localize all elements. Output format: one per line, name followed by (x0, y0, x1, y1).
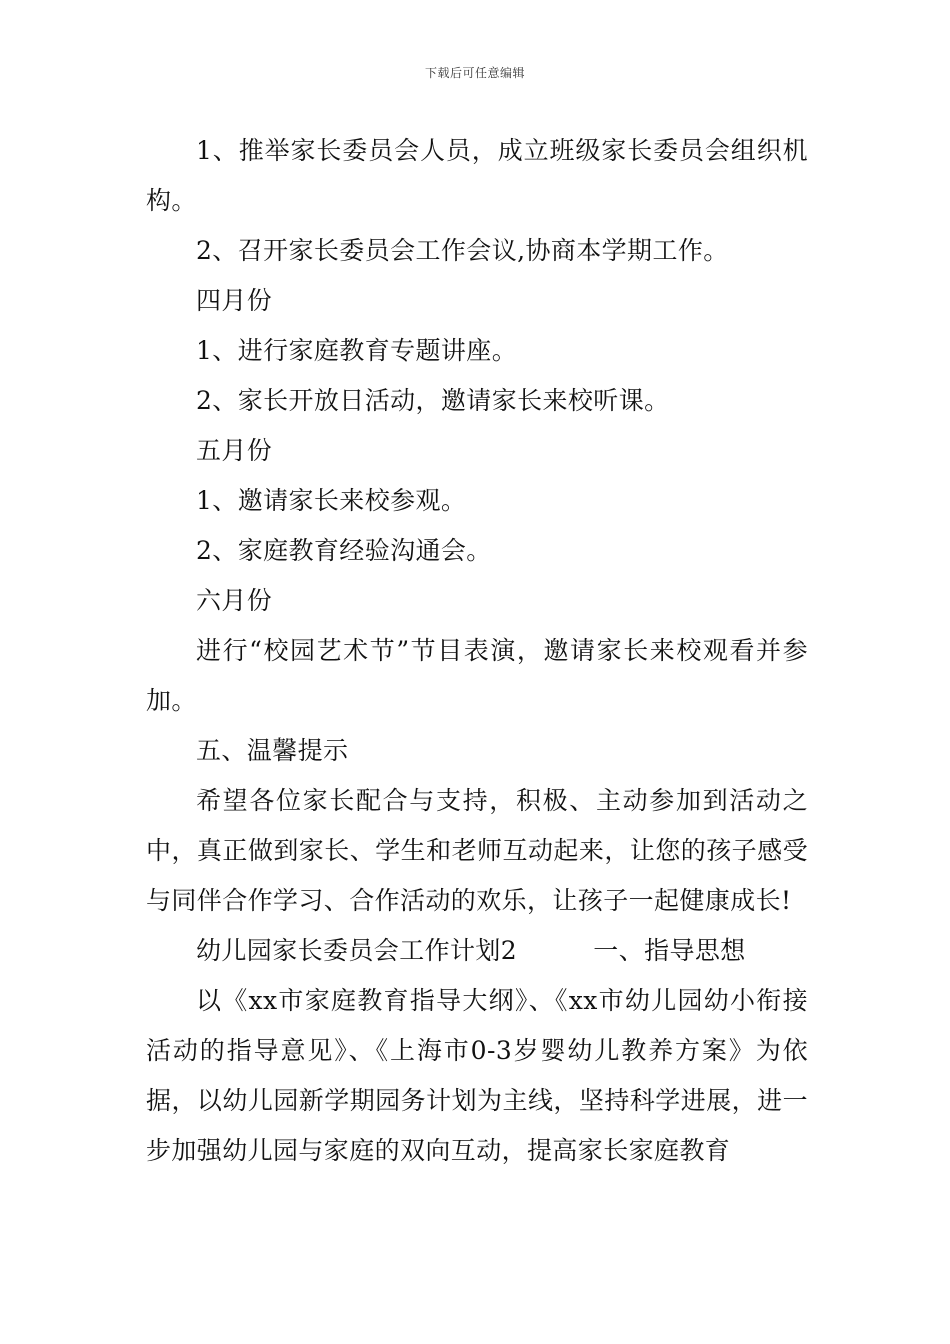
paragraph-item-6: 2、家庭教育经验沟通会。 (196, 536, 492, 565)
paragraph-item-1: 1、推举家长委员会人员，成立班级家长委员会组织机构。 (146, 136, 808, 215)
paragraph-item-7: 进行“校园艺术节”节目表演，邀请家长来校观看并参加。 (146, 636, 808, 715)
plan-title-line: 幼儿园家长委员会工作计划2 一、指导思想 (196, 936, 746, 965)
paragraph-item-3: 1、进行家庭教育专题讲座。 (196, 336, 518, 365)
section-heading-may: 五月份 (196, 436, 273, 465)
paragraph-tips-text: 希望各位家长配合与支持，积极、主动参加到活动之中，真正做到家长、学生和老师互动起来，让您的孩子感受与同伴合作学习、合作活动的欢乐，让孩子一起健康成长! (146, 786, 808, 915)
section-heading-tips: 五、温馨提示 (196, 736, 349, 765)
paragraph-guiding-text: 以《xx市家庭教育指导大纲》、《xx市幼儿园幼小衔接活动的指导意见》、《上海市0-3岁婴幼儿教养方案》为依据，以幼儿园新学期园务计划为主线，坚持科学进展，进一步加强幼儿园与家庭的双向互动，提高家长家庭教育 (146, 986, 808, 1165)
section-heading-april: 四月份 (196, 286, 273, 315)
paragraph-item-5: 1、邀请家长来校参观。 (196, 486, 467, 515)
paragraph-item-4: 2、家长开放日活动，邀请家长来校听课。 (196, 386, 670, 415)
header-note: 下载后可任意编辑 (424, 66, 525, 80)
section-heading-june: 六月份 (196, 586, 273, 615)
paragraph-item-2: 2、召开家长委员会工作会议,协商本学期工作。 (196, 236, 729, 265)
document-body (146, 126, 808, 1176)
